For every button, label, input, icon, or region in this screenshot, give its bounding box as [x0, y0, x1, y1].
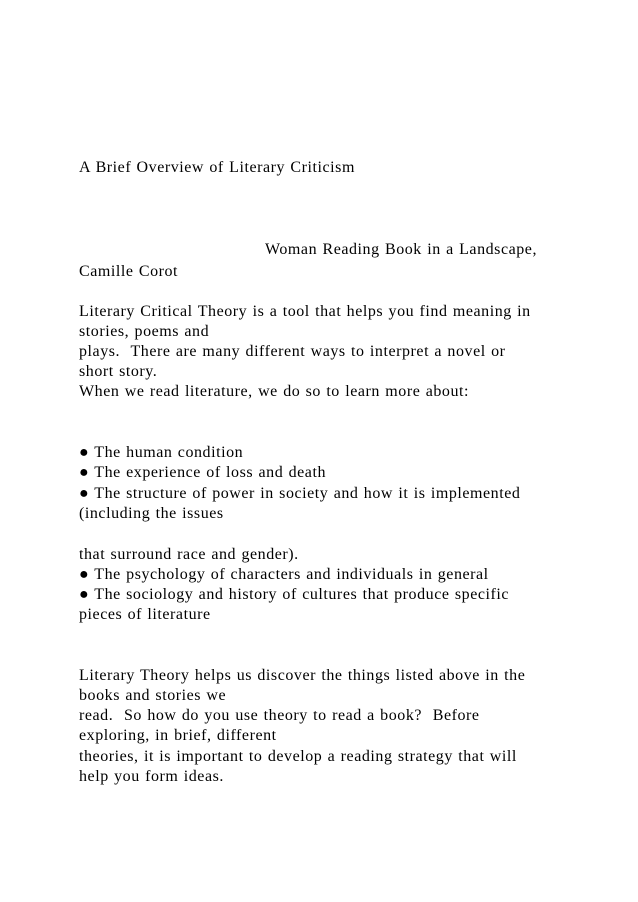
bullet-item: ● The sociology and history of cultures that produce specific — [79, 586, 510, 603]
paragraph-line: stories, poems and — [79, 323, 210, 340]
paragraph-line: help you form ideas. — [79, 768, 224, 785]
paragraph-line: read. So how do you use theory to read a book? Before — [79, 707, 480, 724]
paragraph-line: Literary Theory helps us discover the things listed above in the — [79, 667, 526, 684]
paragraph-line: exploring, in brief, different — [79, 727, 277, 744]
paragraph-line: theories, it is important to develop a reading strategy that will — [79, 748, 517, 765]
paragraph-line: books and stories we — [79, 687, 227, 704]
paragraph-line: Literary Critical Theory is a tool that helps you find meaning in — [79, 303, 531, 320]
image-caption-title: Woman Reading Book in a Landscape, — [265, 241, 538, 258]
bullet-item: ● The psychology of characters and individuals in general — [79, 566, 489, 583]
bullet-item-continuation: pieces of literature — [79, 606, 211, 623]
image-caption-artist: Camille Corot — [79, 263, 179, 280]
bullet-item-continuation: that surround race and gender). — [79, 546, 299, 563]
paragraph-line: short story. — [79, 363, 158, 380]
bullet-item: ● The experience of loss and death — [79, 464, 327, 481]
bullet-item: ● The structure of power in society and how it is implemented — [79, 485, 521, 502]
paragraph-line: plays. There are many different ways to interpret a novel or — [79, 343, 506, 360]
paragraph-line: When we read literature, we do so to learn more about: — [79, 383, 470, 400]
bullet-item-continuation: (including the issues — [79, 505, 224, 522]
bullet-item: ● The human condition — [79, 444, 244, 461]
document-title: A Brief Overview of Literary Criticism — [79, 159, 355, 176]
